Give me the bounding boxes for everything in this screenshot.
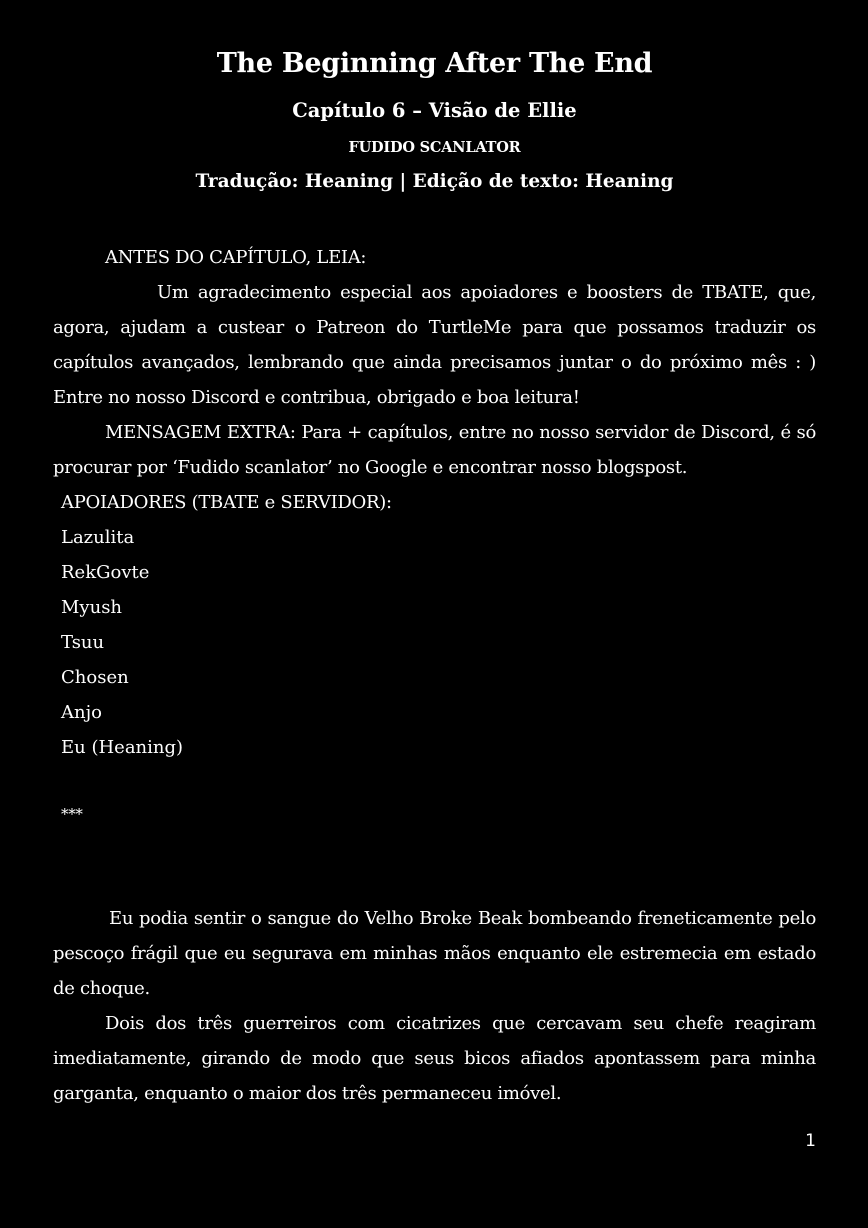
section-separator: *** (61, 805, 83, 823)
story-paragraph-2: Dois dos três guerreiros com cicatrizes que cercavam seu chefe reagiram imediatamente, girando de modo que seus bicos afiados apontassem para minha garganta, enquanto o maior dos três permaneceu imóvel. (53, 1013, 816, 1104)
document-page (53, 0, 816, 1228)
book-title: The Beginning After The End (216, 48, 653, 79)
chapter-title: Capítulo 6 – Visão de Ellie (292, 99, 577, 122)
notice-heading: ANTES DO CAPÍTULO, LEIA: (105, 247, 367, 268)
supporter-name: RekGovte (61, 562, 150, 583)
supporter-name: Anjo (61, 702, 103, 723)
notice-thanks-paragraph: Um agradecimento especial aos apoiadores e boosters de TBATE, que, agora, ajudam a custear o Patreon do TurtleMe para que possamos traduzir os capítulos avançados, lembrando que ainda precisamos juntar o do próximo mês : ) Entre no nosso Discord e contribua, obrigado e boa leitura! (53, 282, 816, 408)
notice-extra-paragraph: MENSAGEM EXTRA: Para + capítulos, entre no nosso servidor de Discord, é só procurar por ‘Fudido scanlator’ no Google e encontrar nosso blogspost. (53, 422, 816, 478)
supporters-heading: APOIADORES (TBATE e SERVIDOR): (61, 492, 392, 513)
supporter-name: Lazulita (61, 527, 135, 548)
supporter-name: Eu (Heaning) (61, 737, 184, 758)
story-paragraph-1: Eu podia sentir o sangue do Velho Broke Beak bombeando freneticamente pelo pescoço frágil que eu segurava em minhas mãos enquanto ele estremecia em estado de choque. (53, 908, 816, 999)
scanlator-name: FUDIDO SCANLATOR (348, 139, 521, 156)
supporter-name: Chosen (61, 667, 129, 688)
translation-credits: Tradução: Heaning | Edição de texto: Heaning (195, 171, 674, 192)
supporters-list (61, 520, 183, 765)
supporter-name: Myush (61, 597, 123, 618)
supporter-name: Tsuu (61, 632, 105, 653)
page-number: 1 (805, 1131, 816, 1151)
